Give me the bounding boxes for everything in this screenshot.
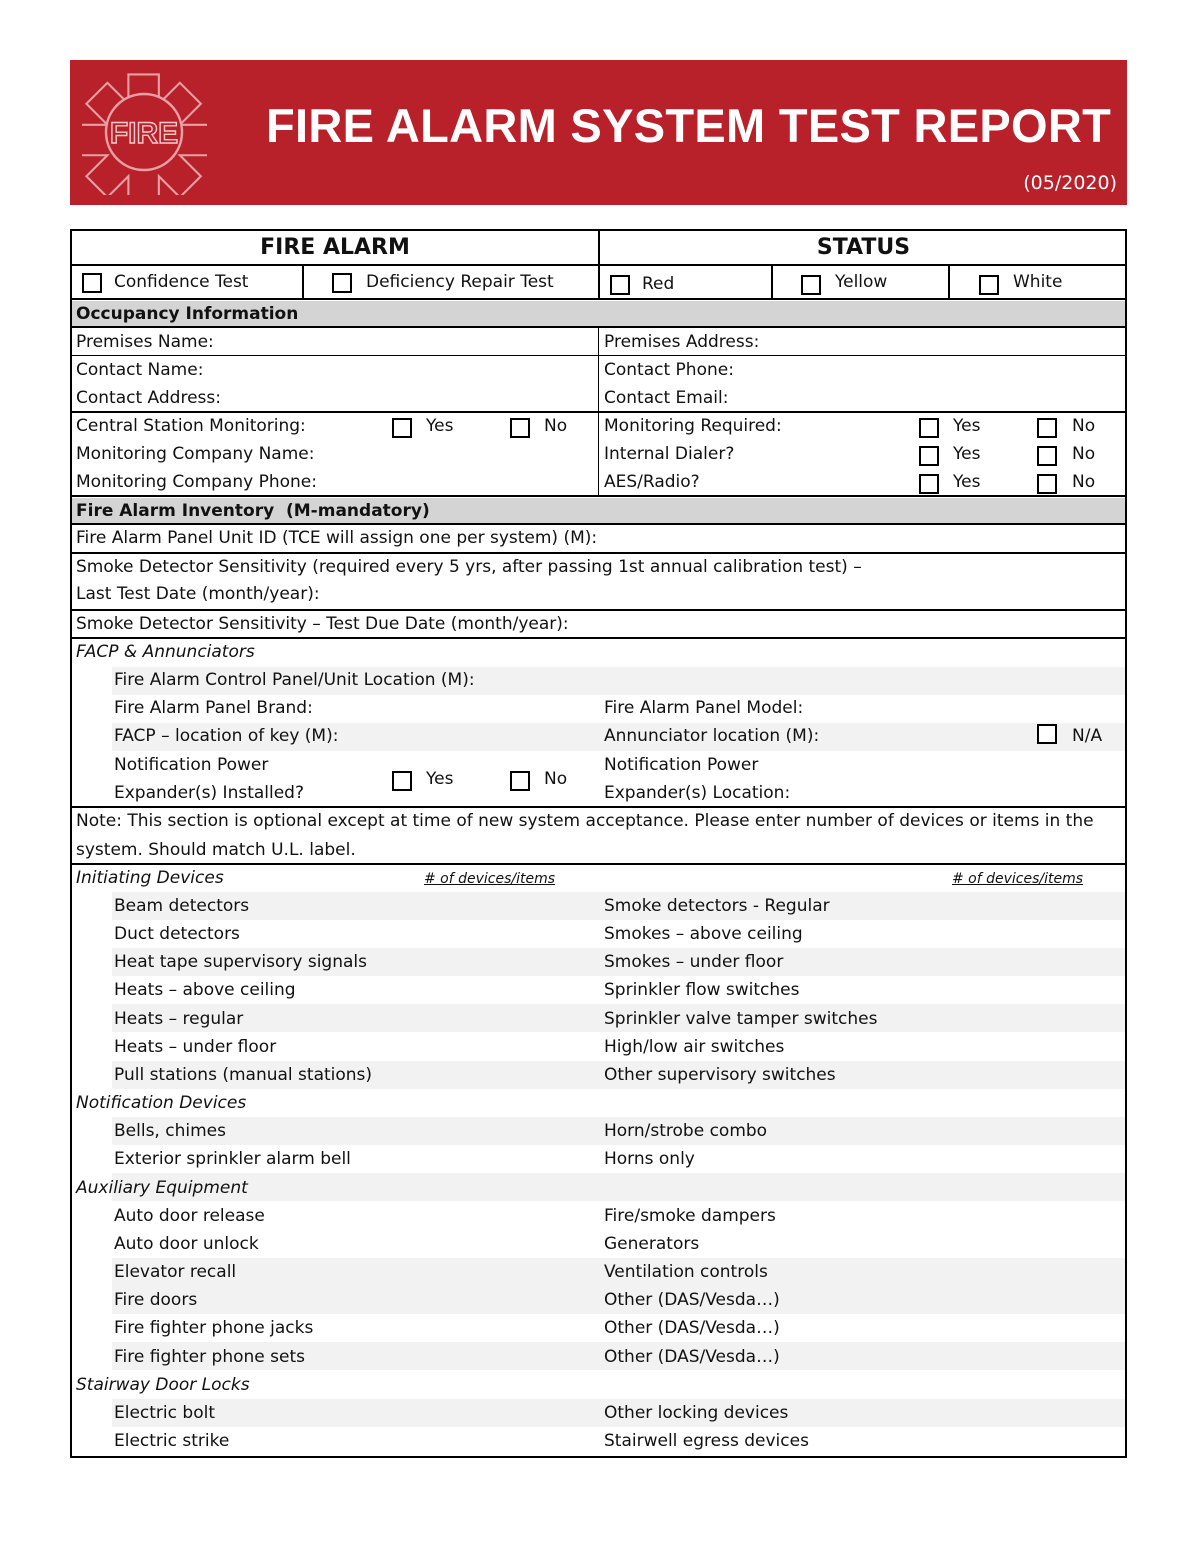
device-item: Heats – regular [114, 1009, 244, 1029]
sensitivity-label-line1: Smoke Detector Sensitivity (required every 5 yrs, after passing 1st annual calibration test) – [76, 557, 862, 577]
monitoring-required-label: Monitoring Required: [604, 416, 782, 436]
device-item: Smokes – above ceiling [604, 924, 803, 944]
page-title: FIRE ALARM SYSTEM TEST REPORT [266, 99, 1112, 152]
device-item: Bells, chimes [114, 1121, 226, 1141]
device-item: Smoke detectors - Regular [604, 896, 830, 916]
row-shade [112, 1173, 1125, 1201]
device-item: Heat tape supervisory signals [114, 952, 367, 972]
yes-label: Yes [426, 769, 454, 789]
note-text [76, 811, 1094, 831]
device-item: Electric strike [114, 1431, 230, 1451]
monitoring-company-name-label: Monitoring Company Name: [76, 444, 315, 464]
divider [302, 264, 304, 298]
no-label: No [1072, 444, 1096, 464]
device-item: Duct detectors [114, 924, 240, 944]
facp-subheading: FACP & Annunciators [76, 642, 255, 662]
device-item: Other (DAS/Vesda…) [604, 1347, 780, 1367]
device-item: Fire/smoke dampers [604, 1206, 776, 1226]
divider [948, 264, 950, 298]
monitoring-required-no-checkbox[interactable] [1037, 418, 1057, 438]
no-label: No [1072, 416, 1096, 436]
central-station-yes-checkbox[interactable] [392, 418, 412, 438]
status-white-label: White [1013, 272, 1063, 292]
confidence-test-checkbox[interactable] [82, 273, 102, 293]
fire-alarm-column-heading: FIRE ALARM [260, 235, 410, 260]
note-label: Note: [76, 811, 122, 831]
deficiency-repair-test-label: Deficiency Repair Test [366, 272, 554, 292]
device-item: Fire fighter phone sets [114, 1347, 305, 1367]
stairway-door-locks-subheading: Stairway Door Locks [76, 1375, 250, 1395]
status-yellow-label: Yellow [835, 272, 888, 292]
central-station-no-checkbox[interactable] [510, 418, 530, 438]
device-item: Fire doors [114, 1290, 198, 1310]
report-header [70, 60, 1127, 205]
device-item: Pull stations (manual stations) [114, 1065, 373, 1085]
npe-installed-no-checkbox[interactable] [510, 771, 530, 791]
divider [72, 863, 1125, 865]
internal-dialer-no-checkbox[interactable] [1037, 446, 1057, 466]
contact-email-label: Contact Email: [604, 388, 729, 408]
inventory-section-heading [76, 501, 430, 521]
central-station-monitoring-label: Central Station Monitoring: [76, 416, 306, 436]
panel-brand-label: Fire Alarm Panel Brand: [114, 698, 313, 718]
device-item: Auto door unlock [114, 1234, 259, 1254]
test-report-form [70, 229, 1127, 1458]
device-item: Elevator recall [114, 1262, 237, 1282]
device-item: Sprinkler valve tamper switches [604, 1009, 878, 1029]
aes-radio-label: AES/Radio? [604, 472, 700, 492]
npe-installed-label-line2: Expander(s) Installed? [114, 783, 304, 803]
deficiency-repair-test-checkbox[interactable] [332, 273, 352, 293]
divider [72, 298, 1125, 300]
device-item: Exterior sprinkler alarm bell [114, 1149, 351, 1169]
status-red-checkbox[interactable] [610, 275, 630, 295]
internal-dialer-yes-checkbox[interactable] [919, 446, 939, 466]
fire-department-logo [82, 70, 207, 195]
divider [598, 326, 599, 495]
divider [72, 495, 1125, 497]
monitoring-company-phone-label: Monitoring Company Phone: [76, 472, 317, 492]
status-white-checkbox[interactable] [979, 275, 999, 295]
left-count-header: # of devices/items [424, 871, 556, 887]
inventory-heading-text: Fire Alarm Inventory [76, 501, 275, 521]
premises-name-label: Premises Name: [76, 332, 214, 352]
npe-installed-label-line1: Notification Power [114, 755, 269, 775]
divider [771, 264, 773, 298]
no-label: No [544, 769, 568, 789]
npe-location-label-line1: Notification Power [604, 755, 759, 775]
note-body: This section is optional except at time of new system acceptance. Please enter number of devices or items in the [121, 811, 1094, 831]
occupancy-section-heading: Occupancy Information [76, 304, 299, 324]
notification-devices-subheading: Notification Devices [76, 1093, 247, 1113]
device-item: Stairwell egress devices [604, 1431, 809, 1451]
yes-label: Yes [953, 472, 981, 492]
auxiliary-equipment-subheading: Auxiliary Equipment [76, 1178, 248, 1198]
divider [72, 806, 1125, 808]
divider [72, 552, 1125, 554]
npe-location-label-line2: Expander(s) Location: [604, 783, 791, 803]
premises-address-label: Premises Address: [604, 332, 760, 352]
panel-unit-id-label: Fire Alarm Panel Unit ID (TCE will assign one per system) (M): [76, 528, 598, 548]
device-item: Beam detectors [114, 896, 250, 916]
device-item: Other supervisory switches [604, 1065, 836, 1085]
initiating-devices-subheading: Initiating Devices [76, 868, 224, 888]
device-item: Other (DAS/Vesda…) [604, 1318, 780, 1338]
right-count-header: # of devices/items [952, 871, 1084, 887]
device-item: Other (DAS/Vesda…) [604, 1290, 780, 1310]
sensitivity-due-label: Smoke Detector Sensitivity – Test Due Date (month/year): [76, 614, 569, 634]
key-location-label: FACP – location of key (M): [114, 726, 339, 746]
device-item: Horn/strobe combo [604, 1121, 768, 1141]
npe-installed-yes-checkbox[interactable] [392, 771, 412, 791]
mandatory-note: (M-mandatory) [286, 501, 430, 521]
yes-label: Yes [953, 416, 981, 436]
divider [72, 609, 1125, 611]
control-panel-location-label: Fire Alarm Control Panel/Unit Location (M): [114, 670, 475, 690]
contact-phone-label: Contact Phone: [604, 360, 734, 380]
device-item: Heats – under floor [114, 1037, 277, 1057]
monitoring-required-yes-checkbox[interactable] [919, 418, 939, 438]
status-red-label: Red [642, 274, 675, 294]
aes-radio-no-checkbox[interactable] [1037, 474, 1057, 494]
contact-address-label: Contact Address: [76, 388, 221, 408]
device-item: Other locking devices [604, 1403, 789, 1423]
device-item: Auto door release [114, 1206, 265, 1226]
no-label: No [1072, 472, 1096, 492]
yes-label: Yes [426, 416, 454, 436]
device-item: Electric bolt [114, 1403, 215, 1423]
device-item: Fire fighter phone jacks [114, 1318, 314, 1338]
sensitivity-label-line2: Last Test Date (month/year): [76, 584, 320, 604]
status-column-heading: STATUS [816, 235, 911, 260]
na-label: N/A [1072, 726, 1103, 746]
logo-text: FIRE [109, 117, 179, 150]
status-yellow-checkbox[interactable] [801, 275, 821, 295]
device-item: Horns only [604, 1149, 695, 1169]
device-item: Heats – above ceiling [114, 980, 296, 1000]
aes-radio-yes-checkbox[interactable] [919, 474, 939, 494]
contact-name-label: Contact Name: [76, 360, 204, 380]
annunciator-location-label: Annunciator location (M): [604, 726, 820, 746]
device-item: Smokes – under floor [604, 952, 784, 972]
divider [72, 523, 1125, 525]
yes-label: Yes [953, 444, 981, 464]
device-item: High/low air switches [604, 1037, 785, 1057]
device-item: Generators [604, 1234, 700, 1254]
device-item: Ventilation controls [604, 1262, 768, 1282]
divider [72, 637, 1125, 639]
device-item: Sprinkler flow switches [604, 980, 800, 1000]
panel-model-label: Fire Alarm Panel Model: [604, 698, 804, 718]
internal-dialer-label: Internal Dialer? [604, 444, 735, 464]
annunciator-na-checkbox[interactable] [1037, 724, 1057, 744]
form-version: (05/2020) [1023, 172, 1117, 194]
confidence-test-label: Confidence Test [114, 272, 249, 292]
note-text-line2: system. Should match U.L. label. [76, 840, 356, 860]
no-label: No [544, 416, 568, 436]
